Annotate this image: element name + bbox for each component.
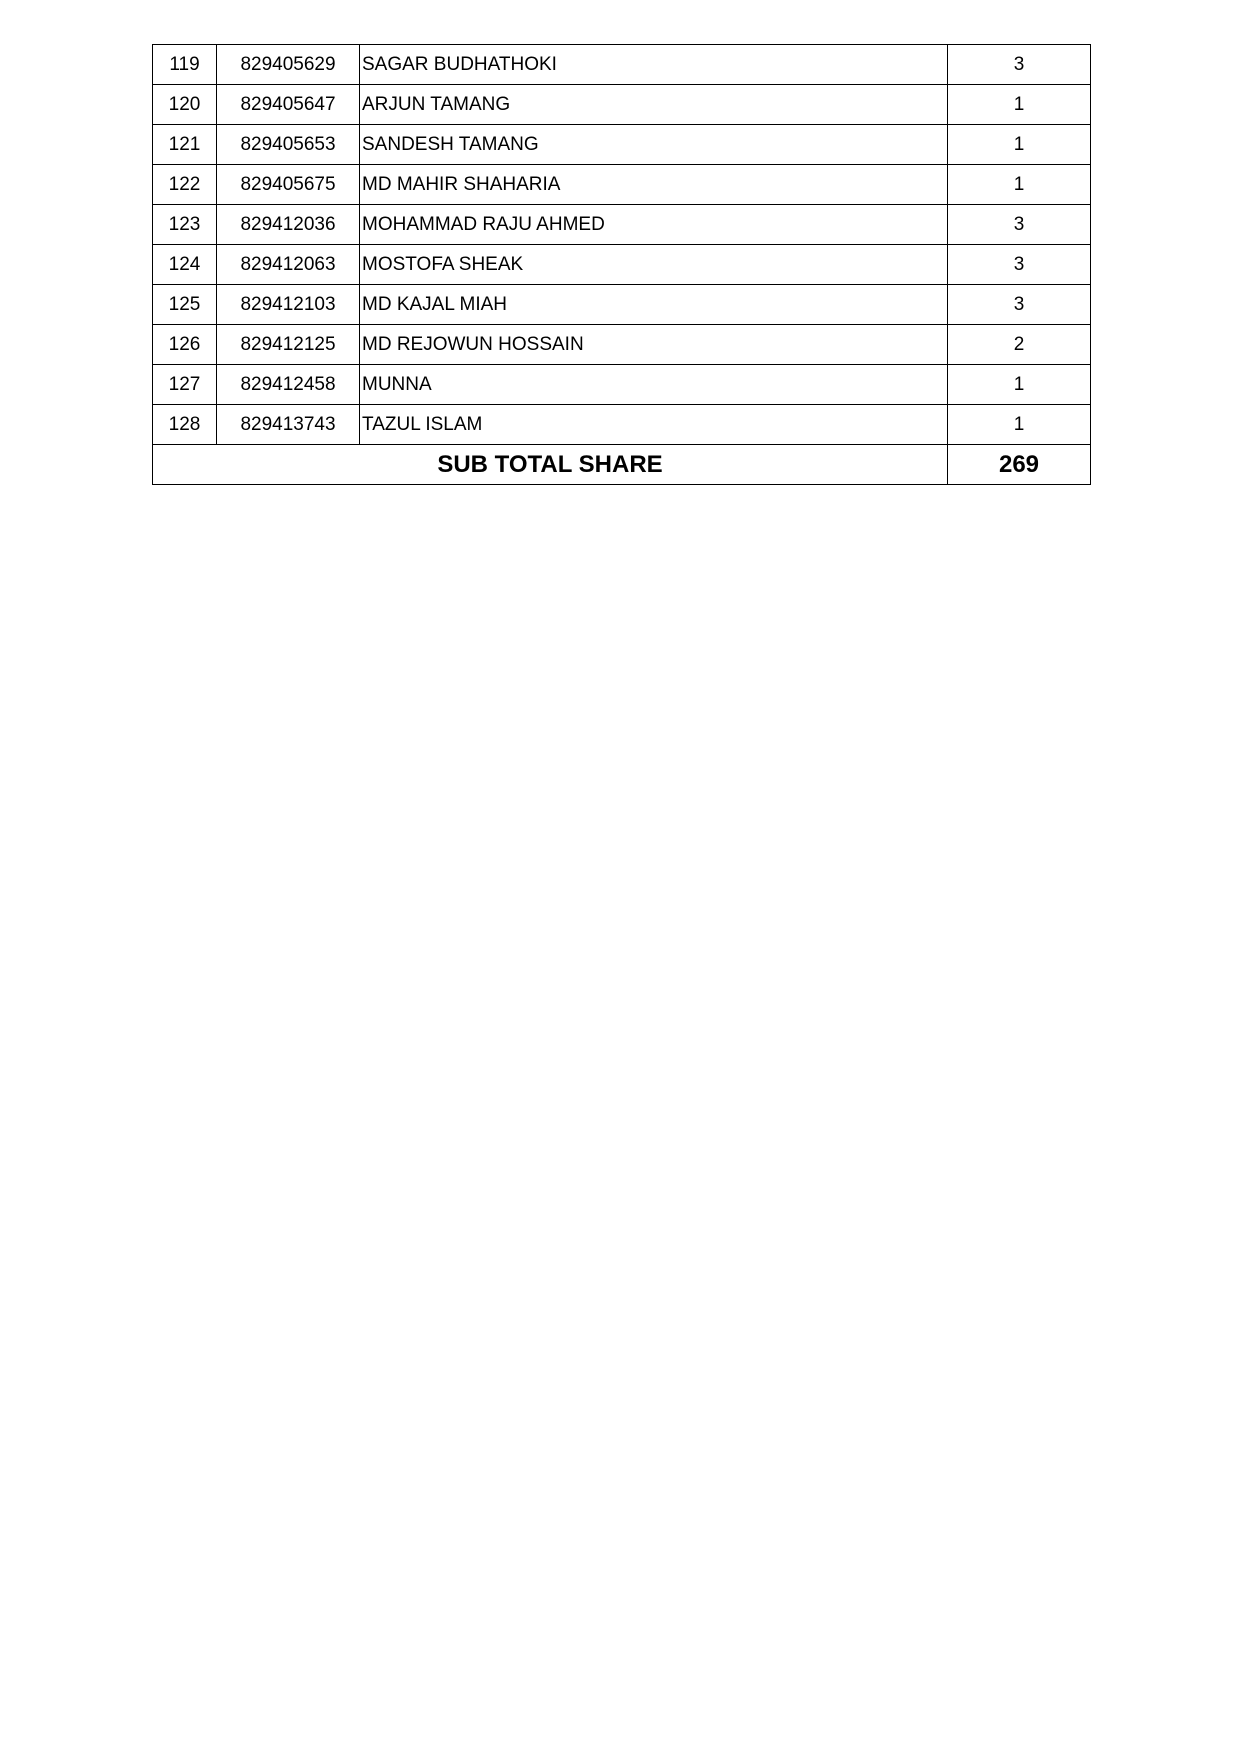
name-cell: MD KAJAL MIAH — [360, 285, 948, 325]
name-cell: MUNNA — [360, 365, 948, 405]
bo-id-cell: 829412063 — [217, 245, 360, 285]
name-cell: MD REJOWUN HOSSAIN — [360, 325, 948, 365]
table-row — [153, 245, 1091, 285]
table-row — [153, 45, 1091, 85]
name-cell: SAGAR BUDHATHOKI — [360, 45, 948, 85]
serial-number-cell: 125 — [153, 285, 217, 325]
name-cell: MOHAMMAD RAJU AHMED — [360, 205, 948, 245]
share-cell: 3 — [948, 245, 1091, 285]
share-cell: 3 — [948, 205, 1091, 245]
share-cell: 1 — [948, 405, 1091, 445]
bo-id-cell: 829412036 — [217, 205, 360, 245]
bo-id-cell: 829405647 — [217, 85, 360, 125]
subtotal-label: SUB TOTAL SHARE — [153, 445, 948, 485]
share-cell: 3 — [948, 285, 1091, 325]
table-row — [153, 365, 1091, 405]
serial-number-cell: 128 — [153, 405, 217, 445]
bo-id-cell: 829412125 — [217, 325, 360, 365]
table-row — [153, 85, 1091, 125]
share-cell: 1 — [948, 365, 1091, 405]
subtotal-value: 269 — [948, 445, 1091, 485]
bo-id-cell: 829405675 — [217, 165, 360, 205]
share-cell: 1 — [948, 85, 1091, 125]
serial-number-cell: 123 — [153, 205, 217, 245]
share-table — [152, 44, 1091, 485]
table-row — [153, 405, 1091, 445]
table-row — [153, 205, 1091, 245]
share-cell: 3 — [948, 45, 1091, 85]
bo-id-cell: 829412103 — [217, 285, 360, 325]
name-cell: ARJUN TAMANG — [360, 85, 948, 125]
bo-id-cell: 829405629 — [217, 45, 360, 85]
table-row — [153, 285, 1091, 325]
table-row — [153, 165, 1091, 205]
bo-id-cell: 829413743 — [217, 405, 360, 445]
name-cell: MD MAHIR SHAHARIA — [360, 165, 948, 205]
serial-number-cell: 119 — [153, 45, 217, 85]
serial-number-cell: 122 — [153, 165, 217, 205]
name-cell: SANDESH TAMANG — [360, 125, 948, 165]
bo-id-cell: 829412458 — [217, 365, 360, 405]
serial-number-cell: 126 — [153, 325, 217, 365]
serial-number-cell: 120 — [153, 85, 217, 125]
bo-id-cell: 829405653 — [217, 125, 360, 165]
name-cell: TAZUL ISLAM — [360, 405, 948, 445]
name-cell: MOSTOFA SHEAK — [360, 245, 948, 285]
serial-number-cell: 124 — [153, 245, 217, 285]
subtotal-row — [153, 445, 1091, 485]
share-cell: 2 — [948, 325, 1091, 365]
serial-number-cell: 121 — [153, 125, 217, 165]
table-row — [153, 125, 1091, 165]
share-cell: 1 — [948, 125, 1091, 165]
table-row — [153, 325, 1091, 365]
serial-number-cell: 127 — [153, 365, 217, 405]
share-cell: 1 — [948, 165, 1091, 205]
